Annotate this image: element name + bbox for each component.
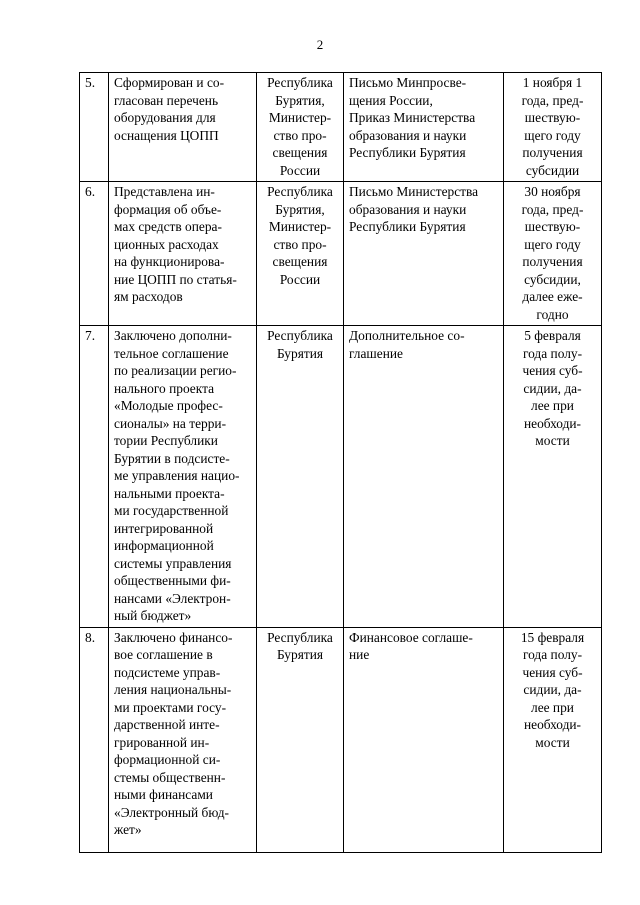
- events-table: [79, 72, 602, 853]
- event-cell: Заключено финансо- вое соглашение в подсистеме управ- ления национальны- ми проектами госу- дарственной инте- грированной ин- формационной си- стемы общественн- ными финансами «Электронный бюд- жет»: [109, 627, 257, 852]
- table-row: [80, 627, 602, 852]
- table-row: [80, 182, 602, 326]
- table-row: [80, 73, 602, 182]
- event-cell: Заключено дополни- тельное соглашение по реализации регио- нального проекта «Молодые профес- сионалы» на терри- тории Республики Бурятии в подсисте- ме управления нацио- нальными проекта- ми государственной интегрированной информационной системы управления общественными фи- нансами «Электрон- ный бюджет»: [109, 326, 257, 628]
- row-number-cell: 8.: [80, 627, 109, 852]
- document-cell: Письмо Минпросве- щения России, Приказ Министерства образования и науки Республики Бурятия: [344, 73, 504, 182]
- responsible-cell: Республика Бурятия: [257, 627, 344, 852]
- responsible-cell: Республика Бурятия, Министер- ство про- свещения России: [257, 73, 344, 182]
- row-number-cell: 7.: [80, 326, 109, 628]
- document-cell: Финансовое соглаше- ние: [344, 627, 504, 852]
- document-cell: Письмо Министерства образования и науки Республики Бурятия: [344, 182, 504, 326]
- event-cell: Сформирован и со- гласован перечень оборудования для оснащения ЦОПП: [109, 73, 257, 182]
- responsible-cell: Республика Бурятия: [257, 326, 344, 628]
- event-cell: Представлена ин- формация об объе- мах средств опера- ционных расходах на функционирова- ние ЦОПП по статья- ям расходов: [109, 182, 257, 326]
- table-row: [80, 326, 602, 628]
- document-cell: Дополнительное со- глашение: [344, 326, 504, 628]
- deadline-cell: 5 февраля года полу- чения суб- сидии, да- лее при необходи- мости: [504, 326, 602, 628]
- row-number-cell: 6.: [80, 182, 109, 326]
- deadline-cell: 1 ноября 1 года, пред- шествую- щего году получения субсидии: [504, 73, 602, 182]
- deadline-cell: 15 февраля года полу- чения суб- сидии, да- лее при необходи- мости: [504, 627, 602, 852]
- row-number-cell: 5.: [80, 73, 109, 182]
- page-number: 2: [316, 37, 324, 52]
- responsible-cell: Республика Бурятия, Министер- ство про- свещения России: [257, 182, 344, 326]
- deadline-cell: 30 ноября года, пред- шествую- щего году получения субсидии, далее еже- годно: [504, 182, 602, 326]
